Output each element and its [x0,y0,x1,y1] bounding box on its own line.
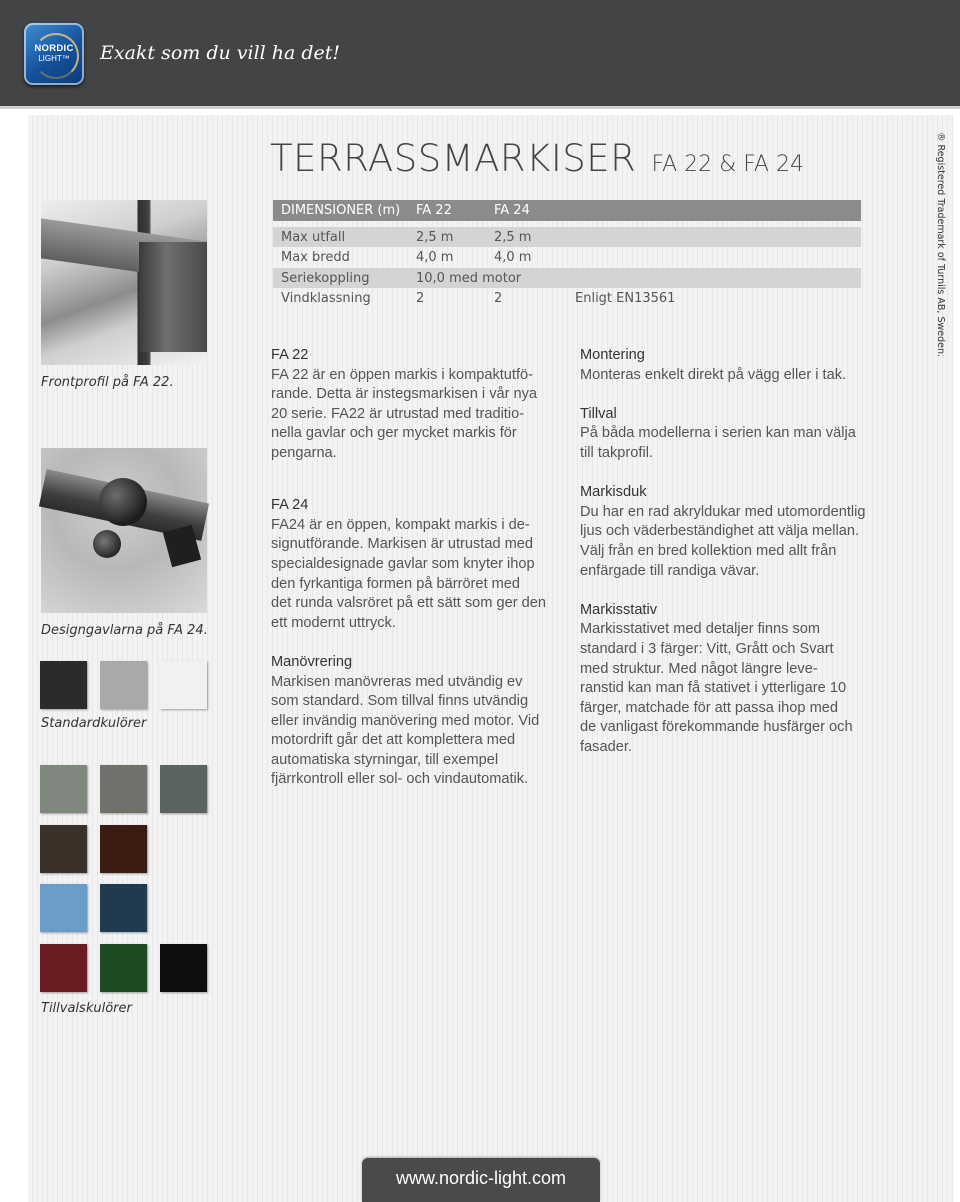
color-swatch-optional [160,944,207,992]
table-header-cell: FA 24 [494,203,530,218]
text-line: den fyrkantiga formen på bärröret med [271,575,521,592]
text-line: fjärrkontroll eller sol- och vindautomatik. [271,771,529,788]
table-cell: Vindklassning [281,291,371,306]
section-heading-fa22: FA 22 [271,347,309,363]
text-line: fasader. [580,738,632,755]
paragraph-tillval [580,424,880,463]
section-heading-tillval: Tillval [580,405,617,422]
text-line: som standard. Som tillval finns utvändig [271,693,529,710]
text-line: ett modernt uttryck. [271,614,396,631]
table-cell: 2 [416,291,425,306]
table-cell: 10,0 med motor [416,270,522,286]
table-cell: 4,0 m [494,250,532,265]
text-column-right [580,346,880,757]
text-line: standard i 3 färger: Vitt, Grått och Svart [580,640,834,657]
text-column-left [271,346,571,790]
text-line: Du har en rad akryldukar med utomordentlig [580,503,866,520]
table-cell: 4,0 m [416,250,454,265]
table-cell: Enligt EN13561 [575,291,676,306]
logo-text-line2: LIGHT™ [38,54,70,63]
text-line: FA24 är en öppen, kompakt markis i de- [271,516,530,533]
text-line: Välj från en bred kollektion med allt från [580,542,837,559]
photo-detail [99,478,147,526]
text-line: På båda modellerna i serien kan man välja [580,425,856,442]
color-swatch-optional [100,944,147,992]
design-gable-photo [41,448,207,613]
table-cell: Max utfall [281,229,346,245]
standard-colors-label: Standardkulörer [41,716,147,731]
title-main: TERRASSMARKISER [270,137,637,180]
paragraph-markisduk [580,503,880,581]
section-heading-montering: Montering [580,347,645,363]
optional-colors-label: Tillvalskulörer [41,1001,132,1016]
text-line: rande. Detta är instegsmarkisen i vår nya [271,386,538,403]
section-heading-markisstativ: Markisstativ [580,601,658,618]
color-swatch-optional [40,825,87,873]
table-row [273,288,861,309]
color-swatch-standard [160,661,207,709]
color-swatch-standard [40,661,87,709]
text-line: pengarna. [271,444,337,461]
paragraph-markisstativ [580,620,880,757]
text-line: nella gavlar och ger mycket markis för [271,425,517,442]
photo-detail [139,242,207,352]
text-line: Markisstativet med detaljer finns som [580,621,821,638]
website-link[interactable]: www.nordic-light.com [395,1168,567,1188]
color-swatch-optional [40,765,87,813]
table-cell: Max bredd [281,250,350,265]
text-line: till takprofil. [580,444,653,461]
color-swatch-optional [160,765,207,813]
logo-text-line1: NORDIC [34,43,74,54]
photo-caption-design-gable: Designgavlarna på FA 24. [41,623,208,638]
table-cell: 2 [494,291,503,306]
color-swatch-optional [40,884,87,932]
table-row [273,268,861,289]
table-cell: 2,5 m [416,229,454,245]
color-swatch-standard [100,661,147,709]
text-line: Monteras enkelt direkt på vägg eller i tak. [580,366,847,383]
page-title [270,137,804,180]
color-swatch-optional [100,765,147,813]
photo-caption-front-profile: Frontprofil på FA 22. [41,375,174,390]
paragraph-fa22 [271,366,571,464]
dimensions-table [273,200,861,309]
text-line: med struktur. Med något längre leve- [580,660,818,677]
text-line: ljus och väderbeständighet att välja mellan. [580,523,860,540]
paragraph-manovrering [271,673,571,791]
table-header-cell: DIMENSIONER (m) [281,203,401,218]
color-swatch-optional [100,825,147,873]
paragraph-montering [580,366,880,386]
text-line: eller invändig manövering med motor. Vid [271,712,540,729]
text-line: färger, matchade för att passa ihop med [580,699,838,716]
text-line: motordrift går det att komplettera med [271,732,516,749]
table-row [273,247,861,268]
text-line: det runda valsröret på ett sätt som ger den [271,595,547,612]
table-header-cell: FA 22 [416,203,452,218]
paragraph-fa24 [271,516,571,634]
photo-detail [93,530,121,558]
section-heading-manovrering: Manövrering [271,653,353,670]
color-swatch-optional [100,884,147,932]
text-line: 20 serie. FA22 är utrustad med traditio- [271,405,525,422]
title-models: FA 22 & FA 24 [651,152,804,177]
color-swatch-optional [40,944,87,992]
trademark-note: ® Registered Trademark of Turnils AB, Sweden. [935,132,946,358]
text-line: automatiska styrningar, till exempel [271,751,499,768]
table-cell: 2,5 m [494,229,532,245]
text-line: specialdesignade gavlar som knyter ihop [271,555,535,572]
slogan: Exakt som du vill ha det! [100,42,341,64]
footer-tab [362,1158,600,1202]
table-header-row [273,200,861,221]
front-profile-photo [41,200,207,365]
text-line: enfärgade till randiga vävar. [580,562,760,579]
section-heading-markisduk: Markisduk [580,484,647,501]
text-line: FA 22 är en öppen markis i kompaktutfö- [271,366,534,383]
text-line: Markisen manövreras med utvändig ev [271,673,523,690]
text-line: de vanligast förekommande husfärger och [580,719,853,736]
table-row [273,227,861,248]
page-header [0,0,960,109]
text-line: ranstid kan man få stativet i ytterligare 10 [580,680,847,697]
table-cell: Seriekoppling [281,270,370,286]
text-line: signutförande. Markisen är utrustad med [271,536,534,553]
nordic-light-logo[interactable] [24,23,84,85]
section-heading-fa24: FA 24 [271,497,309,514]
